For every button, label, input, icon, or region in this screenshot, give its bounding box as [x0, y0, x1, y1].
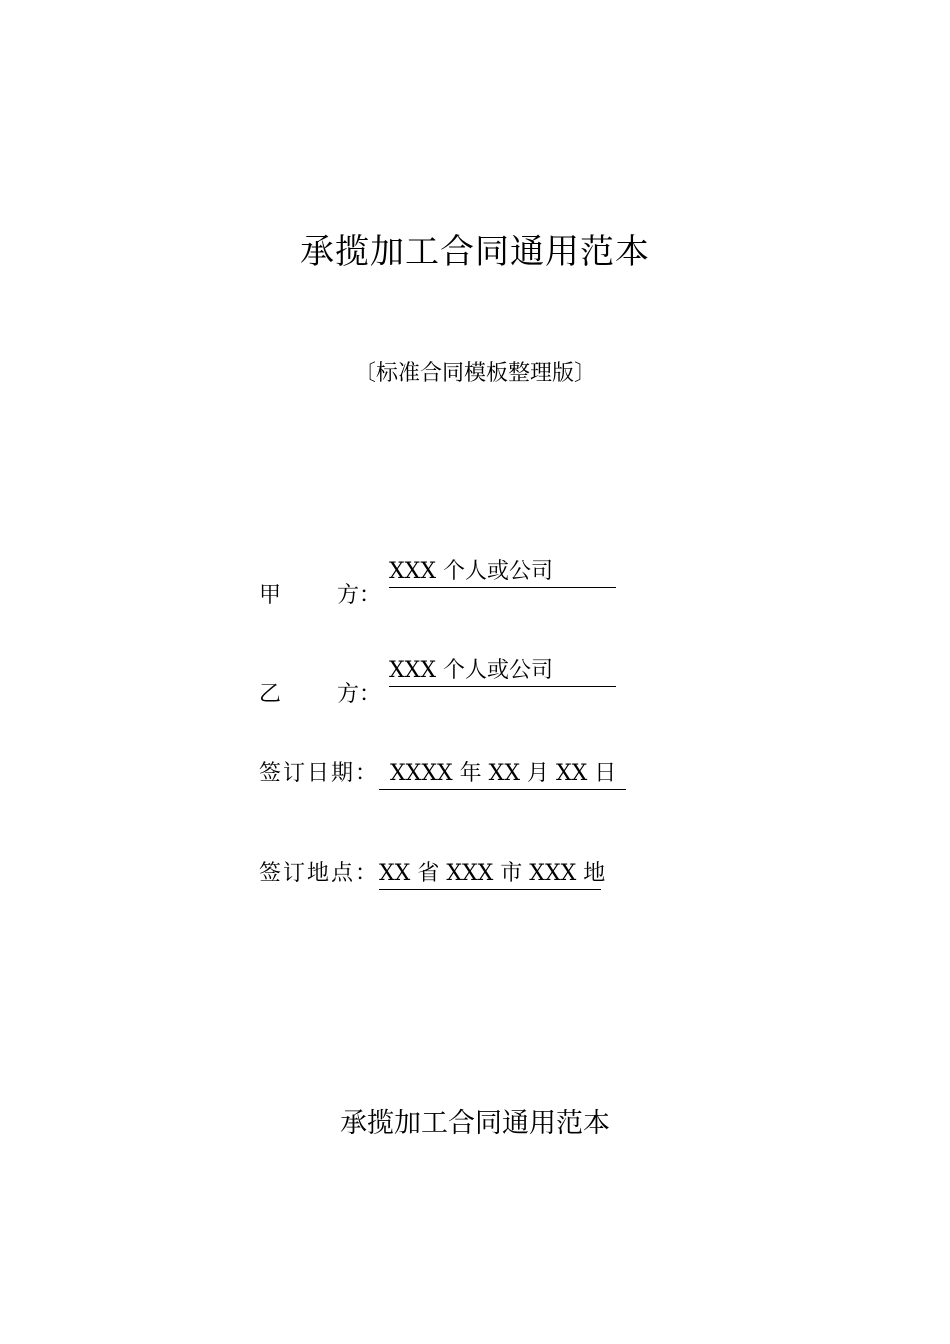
party-b-value: XXX 个人或公司: [389, 656, 616, 687]
footer-title: 承揽加工合同通用范本: [340, 1108, 610, 1139]
document-subtitle: 〔标准合同模板整理版〕: [353, 361, 596, 386]
party-b-field: [259, 656, 616, 707]
party-a-value: XXX 个人或公司: [389, 557, 616, 588]
party-b-label-second: 方：: [337, 682, 382, 707]
document-title: 承揽加工合同通用范本: [300, 232, 650, 272]
sign-date-value: XXXX 年 XX 月 XX 日: [379, 759, 626, 790]
party-b-label-first: 乙: [259, 682, 282, 707]
party-a-label-second: 方：: [337, 583, 382, 608]
party-a-field: [259, 557, 616, 608]
sign-place-value: XX 省 XXX 市 XXX 地: [379, 859, 601, 890]
party-a-label-first: 甲: [259, 583, 282, 608]
sign-date-label: 签订日期：: [259, 761, 380, 786]
sign-date-field: [259, 756, 626, 792]
sign-place-field: [259, 856, 606, 892]
sign-place-label: 签订地点：: [259, 861, 380, 886]
